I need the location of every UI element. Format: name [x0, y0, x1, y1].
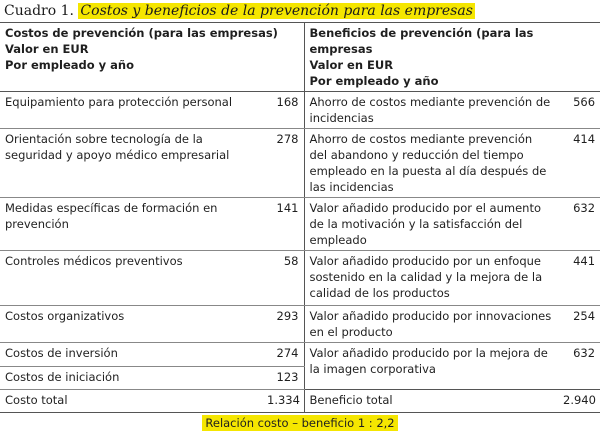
benefit-item: Valor añadido producido por un enfoque sostenido en la calidad y la mejora de la calidad de los productos [304, 251, 558, 306]
costs-header-line-1: Costos de prevención (para las empresas) [5, 25, 299, 41]
cost-benefit-table [0, 22, 600, 439]
cost-item: Equipamiento para protección personal [0, 92, 262, 129]
cost-value: 168 [262, 92, 304, 129]
cost-item: Costos de inversión [0, 343, 262, 367]
table-row [0, 306, 600, 343]
table-row [0, 343, 600, 367]
benefits-header-line-1: Beneficios de prevención (para las empresas [310, 25, 596, 57]
cost-total-value: 1.334 [262, 390, 304, 413]
ratio-row [0, 413, 600, 439]
benefit-item: Valor añadido producido por la mejora de la imagen corporativa [304, 343, 558, 390]
table-row [0, 92, 600, 129]
benefits-header-line-3: Por empleado y año [310, 73, 596, 89]
cost-benefit-ratio: Relación costo – beneficio 1 : 2,2 [202, 415, 397, 431]
caption-title: Costos y beneficios de la prevención para las empresas [78, 3, 474, 19]
cost-value: 58 [262, 251, 304, 306]
benefit-value: 632 [558, 198, 600, 251]
benefit-item: Ahorro de costos mediante prevención del abandono y reducción del tiempo empleado en la puesta al día después de las incidencias [304, 129, 558, 198]
costs-header-line-2: Valor en EUR [5, 41, 299, 57]
benefit-item: Valor añadido producido por el aumento de la motivación y la satisfacción del empleado [304, 198, 558, 251]
cost-value: 123 [262, 367, 304, 390]
benefits-header-line-2: Valor en EUR [310, 57, 596, 73]
table-caption [4, 0, 475, 22]
costs-header [0, 23, 304, 92]
benefit-item: Ahorro de costos mediante prevención de incidencias [304, 92, 558, 129]
cost-value: 278 [262, 129, 304, 198]
ratio-cell [0, 413, 600, 439]
costs-header-line-3: Por empleado y año [5, 57, 299, 73]
caption-label: Cuadro 1. [4, 3, 74, 19]
benefit-value: 566 [558, 92, 600, 129]
totals-row [0, 390, 600, 413]
cost-item: Orientación sobre tecnología de la seguridad y apoyo médico empresarial [0, 129, 262, 198]
benefits-header [304, 23, 600, 92]
cost-item: Medidas específicas de formación en prevención [0, 198, 262, 251]
benefit-value: 254 [558, 306, 600, 343]
cost-value: 141 [262, 198, 304, 251]
table-row [0, 129, 600, 198]
table-header-row [0, 23, 600, 92]
cost-item: Costos organizativos [0, 306, 262, 343]
benefit-total-label: Beneficio total [304, 390, 558, 413]
benefit-item: Valor añadido producido por innovaciones en el producto [304, 306, 558, 343]
table-row [0, 251, 600, 306]
cost-total-label: Costo total [0, 390, 262, 413]
benefit-value: 441 [558, 251, 600, 306]
cost-item: Costos de iniciación [0, 367, 262, 390]
cost-item: Controles médicos preventivos [0, 251, 262, 306]
benefit-value: 632 [558, 343, 600, 390]
benefit-value: 414 [558, 129, 600, 198]
benefit-total-value: 2.940 [558, 390, 600, 413]
cost-value: 293 [262, 306, 304, 343]
cost-value: 274 [262, 343, 304, 367]
table-row [0, 198, 600, 251]
